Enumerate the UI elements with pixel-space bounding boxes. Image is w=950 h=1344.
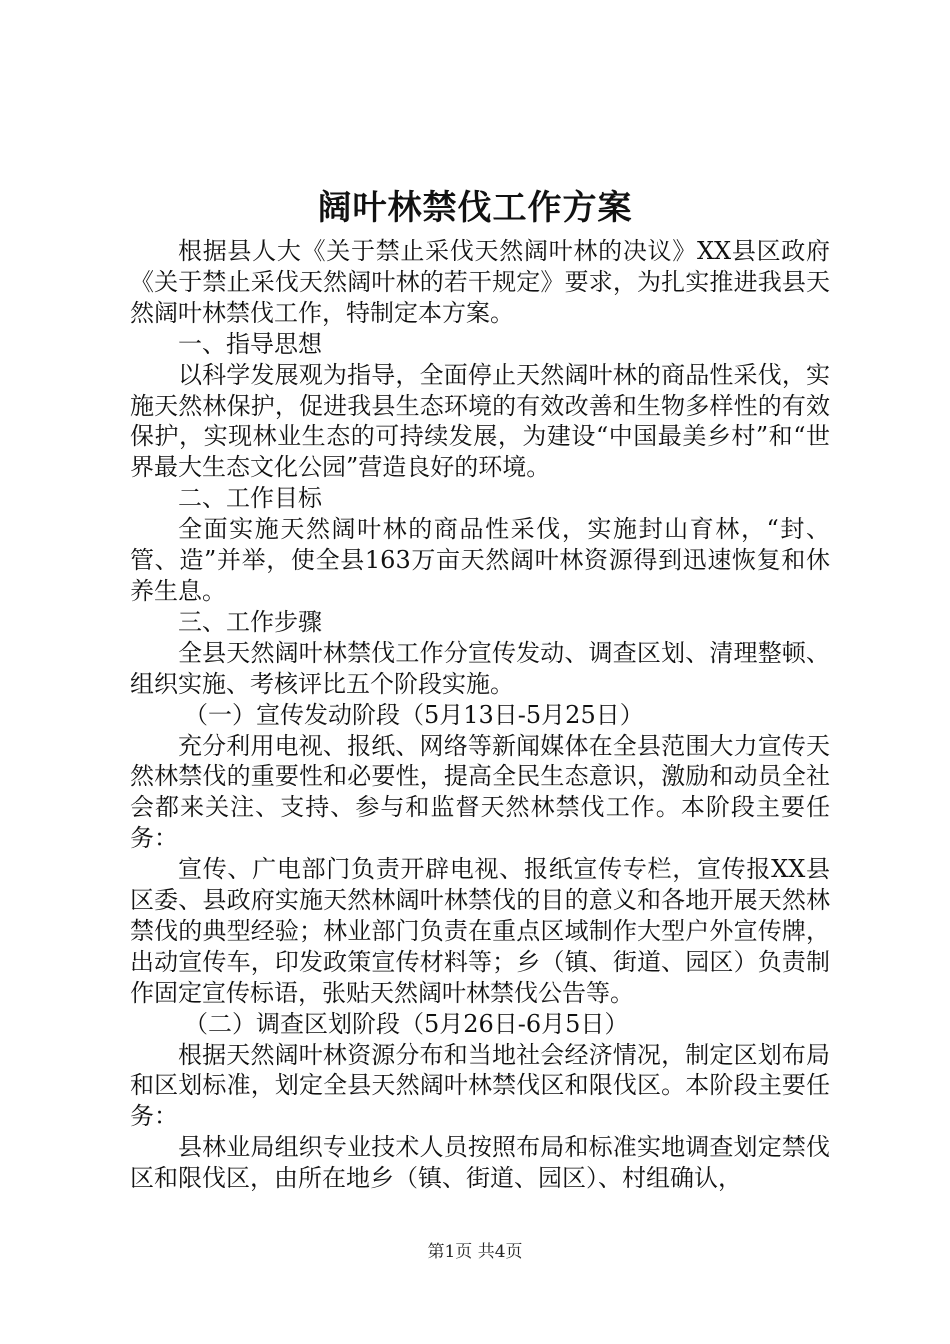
survey-tasks-paragraph: 县林业局组织专业技术人员按照布局和标准实地调查划定禁伐区和限伐区，由所在地乡（镇、街道、园区）、村组确认， (130, 1133, 830, 1193)
page-footer: 第1页 共4页 (427, 1242, 523, 1262)
work-goals-paragraph: 全面实施天然阔叶林的商品性采伐，实施封山育林，“封、管、造”并举，使全县163万亩天然阔叶林资源得到迅速恢复和休养生息。 (130, 515, 830, 605)
work-steps-paragraph: 全县天然阔叶林禁伐工作分宣传发动、调查区划、清理整顿、组织实施、考核评比五个阶段实施。 (130, 638, 830, 698)
section-heading-work-goals: 二、工作目标 (178, 484, 322, 513)
intro-paragraph: 根据县人大《关于禁止采伐天然阔叶林的决议》XX县区政府《关于禁止采伐天然阔叶林的若干规定》要求，为扎实推进我县天然阔叶林禁伐工作，特制定本方案。 (130, 237, 830, 327)
document-body (130, 236, 830, 1194)
section-heading-work-steps: 三、工作步骤 (178, 607, 322, 636)
publicity-paragraph: 充分利用电视、报纸、网络等新闻媒体在全县范围大力宣传天然林禁伐的重要性和必要性，提高全民生态意识，激励和动员全社会都来关注、支持、参与和监督天然林禁伐工作。本阶段主要任务： (130, 731, 830, 853)
subsection-heading-survey: （二）调查区划阶段（5月26日-6月5日） (184, 1009, 629, 1038)
document-title: 阔叶林禁伐工作方案 (317, 188, 633, 228)
section-heading-guiding-ideology: 一、指导思想 (178, 329, 322, 358)
guiding-ideology-paragraph: 以科学发展观为指导，全面停止天然阔叶林的商品性采伐，实施天然林保护，促进我县生态环境的有效改善和生物多样性的有效保护，实现林业生态的可持续发展，为建设“中国最美乡村”和“世界最大生态文化公园”营造良好的环境。 (130, 360, 830, 482)
publicity-tasks-paragraph: 宣传、广电部门负责开辟电视、报纸宣传专栏，宣传报XX县区委、县政府实施天然林阔叶林禁伐的目的意义和各地开展天然林禁伐的典型经验；林业部门负责在重点区域制作大型户外宣传牌，出动宣传车，印发政策宣传材料等；乡（镇、街道、园区）负责制作固定宣传标语，张贴天然阔叶林禁伐公告等。 (130, 855, 830, 1007)
survey-paragraph: 根据天然阔叶林资源分布和当地社会经济情况，制定区划布局和区划标准，划定全县天然阔叶林禁伐区和限伐区。本阶段主要任务： (130, 1040, 830, 1131)
subsection-heading-publicity: （一）宣传发动阶段（5月13日-5月25日） (184, 700, 644, 729)
